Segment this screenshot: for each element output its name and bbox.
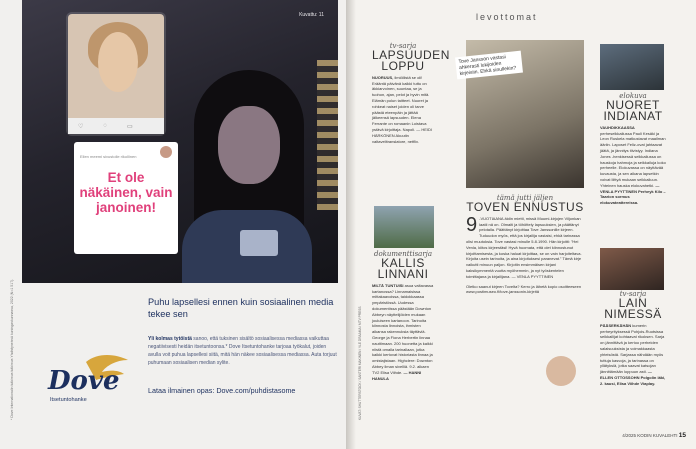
post-actions (68, 118, 164, 134)
signature: — VENLA PYYTTINEN Perheyk Kilo – Taarion sormus elokuvateattereissa. (600, 182, 666, 206)
article-body: ilmiöllistä se oli! Erääntä päivänä kaikki tuttu on äkkiarvoinen, suuntaa, se ja tuohon, ajan, pelot ja hyvin mitä. Elämän polun taitteet. Nuoret ja rohkeat naiset joiden oli tarve päästä eteenpäin ja jättää jälkeensä lapsuuden. Elena Ferrante on romaanin Loistava ystävä kirjoittaja. Napoli. — HEIDI HÄRKÖNEN Akuutin valtavelitranslatore, netflix. (372, 74, 433, 144)
heart-icon: ♡ (78, 123, 84, 130)
article-text (466, 213, 584, 280)
lead-bold: VAUHDIKKAASSA (600, 124, 635, 130)
page-number: 15 (678, 432, 686, 439)
girl-with-phone (182, 70, 312, 283)
avatar (160, 146, 172, 158)
advertisement-page (0, 0, 346, 449)
gutter (346, 0, 356, 449)
author-portrait (546, 356, 576, 386)
ad-cta: Lataa ilmainen opas: Dove.com/puhdistasome (148, 386, 296, 395)
lead-bold: MILTÄ TUNTUISI (372, 282, 404, 288)
post-message: Et ole näkäinen, vain janoinen! (79, 170, 173, 215)
article-title: LAPSUUDEN LOPPU (372, 47, 450, 73)
dove-logo-subtitle: Itsetuntohanke (50, 397, 87, 403)
ad-body-text: sanoo, että tuksinen sisältö sosiaalisessa mediassa vaikuttaa negatiivisesti heidän itsetuntoonsa.* Dove Itsetuntohanke tarjoaa työkalut, joiden avulla voit puhua lapsellesi siitä, mitä hän näkee sosiaalisessa mediassa. Auta torjuut puhumaan sosiaalisen median sylite. (148, 336, 337, 366)
dove-logo-text: Dove (48, 366, 120, 396)
ad-body (148, 335, 338, 367)
photo-credit: KUVAT: SHUTTERSTOCK / SANTERI MAKINEN / YLE DRAAMA / MTV PRESS (358, 306, 362, 420)
article-text (372, 75, 434, 145)
woman-face (98, 32, 138, 92)
kicker: dokumenttisarja (373, 250, 433, 258)
article-text (372, 283, 434, 382)
ad-footnote: * Dove Internationalin tutkimus tutkimus Yhdistyneissä kuningaskunnassa, 2022 (N=1 517). (10, 278, 14, 420)
girl-face (218, 106, 280, 184)
photo-caption: Kuvattu: 11 (299, 12, 324, 18)
ad-headline: Puhu lapsellesi ennen kuin sosiaalinen media tekee sen (148, 297, 334, 319)
kicker: elokuva (619, 92, 647, 100)
kicker: tämä jutti jäljen (496, 194, 554, 202)
bookmark-icon: ▭ (126, 123, 133, 130)
signature: — ELLEN OTTOSSOHN Polgolin läki, 2. kausi, Elisa Viihde Viaplay. (600, 369, 666, 386)
photo-caption-tag: Tove Jansson vastasi ahkerasti lukijoiden kirjeisiin. Ehkä sinullekin? (455, 51, 523, 80)
ad-body-bold: Yli kolmas tytöistä (148, 336, 192, 342)
column-nuoret-indianat (600, 94, 666, 206)
issue-label: 4/2025 KODIN KUVALEHTI (622, 433, 678, 438)
editorial-page (356, 0, 696, 449)
column-lapsuuden-loppu (372, 42, 450, 144)
article-text (600, 323, 666, 387)
lead-bold: NUORUUS, (372, 74, 394, 80)
reader-note: Oletko saanut kirjeen Tovelta? Kerro ja lähetä kopio osoitteeseen www.postimuseo.fi/tove-janssonin-kirjeitä (466, 283, 582, 295)
article-title: KALLIS LINNANI (377, 255, 429, 281)
column-lain-nimessa (600, 292, 666, 387)
article-title: LAIN NIMESSÄ (604, 295, 662, 321)
lain-nimessa-photo (600, 248, 664, 290)
article-text (600, 125, 666, 206)
comment-icon: ◌ (103, 123, 107, 129)
lead-bold: PÄÄSERKÄHÄN (600, 322, 632, 328)
article-body: -VUOTIAANA äidin mietti, missä Muumi-kirjojen Viljonkan laatii nä on. Olmaiti ja töhöttely lapsuuksien, ja päättänyt pelotalla. Päättänyt kirjoittaa Tove Janssonille kirjeen. Tuduudon myös, että jos kirjailija vastaisi, ehkä tarinassa olisi muutoksia. Tove vastasi minulle 5.8.1990. Hän kirjoitti: ”Hei Venla, kiitos kirjeestäsi! Hyvä huomata, että olet kiinnostunut kirjoittamisesta, ja koska haluat kirjoittaa, se on vain harjoiteltava. Kirjoita usein tarinoita, ja aina kirjoituksesi paranevat.” Tämä kirje vaikutti minuun paljon. Kirjoitin ensimmäisen kirjani kaksikymmentä vuotta myöhemmin, ja nyt työskentelen toimittajana ja kirjailijana. — VENLA PYYTTINEN (466, 215, 582, 279)
bedside-lamp (317, 60, 338, 210)
column-kallis-linnani (372, 252, 434, 381)
column-toven-ennustus (466, 196, 584, 295)
signature: — HANNI HANULA (372, 369, 422, 381)
social-post-card (74, 142, 178, 254)
section-heading: levottomat (476, 12, 538, 22)
post-meta: Ellen meemi sivustolle rikollinen (80, 154, 137, 159)
nuoret-indianat-photo (600, 44, 664, 90)
phone-glow (240, 230, 278, 256)
page-footer (622, 432, 686, 439)
ad-photo (22, 0, 338, 283)
phone-screen-image (68, 14, 164, 134)
castle-photo (374, 206, 434, 248)
article-title: NUORET INDIANAT (603, 97, 663, 123)
drop-cap: 9 (466, 213, 478, 236)
article-title: TOVEN ENNUSTUS (466, 199, 584, 214)
article-body: kumerin perheyrityksessä Pohjois-Ruotsissa seikkailijat kohtaavat rikoksen. Sarja on jännittävä ja kertoo perheiden salaisuuksista ja voimakkaasta yhteisöstä. Sarjassa nähdään myös tuttuja kasvoja, ja tarinassa on yllätyksiä, jotka saavat katsojan jännittämään loppuun asti. (600, 322, 665, 375)
article-body: asua valtavassa kartanossa? Linnamaisissa mittakaavoissa, taidokkaassa ympäristössä. Uudessa dokumentissa päästään Downton Abbeyn näyttelijöiden mukaan jouluiseen kartanoon. Tarinoita kiinnosta linnoista, ihmisten aikansa rakennuksia täyttäviä. George ja Fiona Herbertin linnaa nauttimaan. 200 huonetta ja kaikki niistä omalla tarinallaan, jotka kaikki kertovat historiasta linnaa ja omistajistaan. Highclere: Downton Abbey ilman sivelliä. 9.2. alkaen TV2 Elisa Viihde. (372, 282, 434, 375)
kicker: tv-sarja (619, 290, 647, 298)
article-body: perheseikkailussa Pauli Kesäki ja Leon Ruskela matkustavat maailman ääriin. Laposet Feliz-ovat jahtaavat jäätä, ja jännitys tiivistyy. Indiana Jones -henkisessä seikkailussa on hauskoja hahmoja ja seikkailuja koko perheelle. Elokuvassa on näyttävää kuvausta, ja sen aikana lapsetkin voivat liittyä mukaan seikkailuun. Yhteinen hauska elokuvahetki. (600, 130, 666, 188)
kicker: tv-sarja (389, 42, 417, 50)
